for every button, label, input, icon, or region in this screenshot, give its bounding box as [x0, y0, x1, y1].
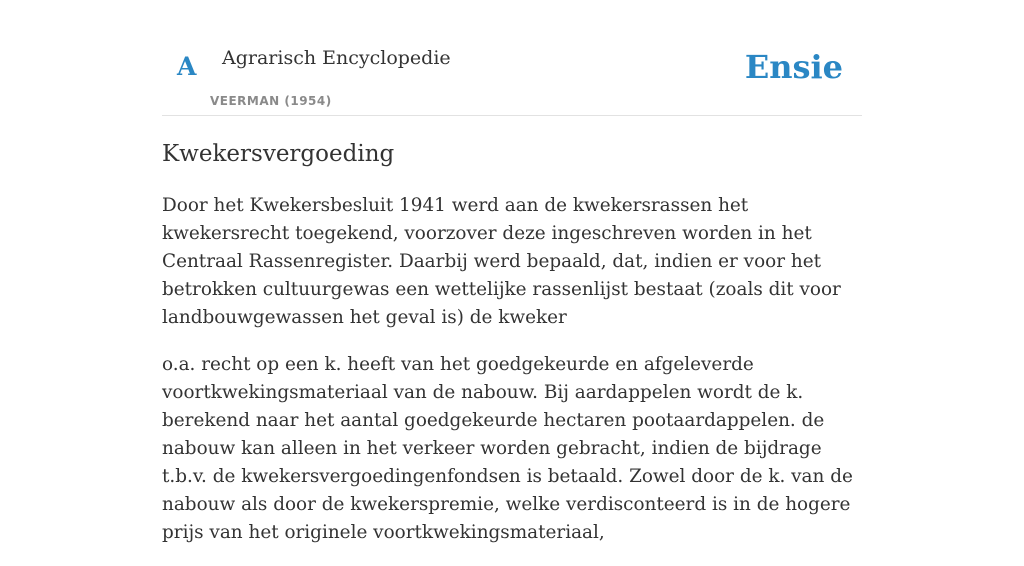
page-container — [162, 0, 862, 543]
index-letter[interactable]: A — [177, 52, 197, 81]
entry-paragraph: Door het Kwekersbesluit 1941 werd aan de kwekersrassen het kwekersrecht toegekend, voorzover deze ingeschreven worden in het Centraal Rassenregister. Daarbij werd bepaald, dat, indien er voor het betrokken cultuurgewas een wettelijke rassenlijst bestaat (zoals dit voor landbouwgewassen het geval is) de kweker — [162, 195, 841, 328]
author-label: VEERMAN (1954) — [210, 94, 332, 108]
entry-body — [162, 192, 862, 566]
brand-logo[interactable]: Ensie — [744, 48, 843, 86]
entry-title: Kwekersvergoeding — [162, 141, 395, 167]
source-header — [162, 0, 862, 116]
entry-paragraph: o.a. recht op een k. heeft van het goedgekeurde en afgeleverde voortkwekingsmateriaal van de nabouw. Bij aardappelen wordt de k. berekend naar het aantal goedgekeurde hectaren pootaardappelen. de nabouw kan alleen in het verkeer worden gebracht, indien de bijdrage t.b.v. de kwekersvergoedingenfondsen is betaald. Zowel door de k. van de nabouw als door de kwekerspremie, welke verdisconteerd is in de hogere prijs van het originele voortkwekingsmateriaal, — [162, 354, 853, 543]
source-title[interactable]: Agrarisch Encyclopedie — [222, 47, 451, 69]
